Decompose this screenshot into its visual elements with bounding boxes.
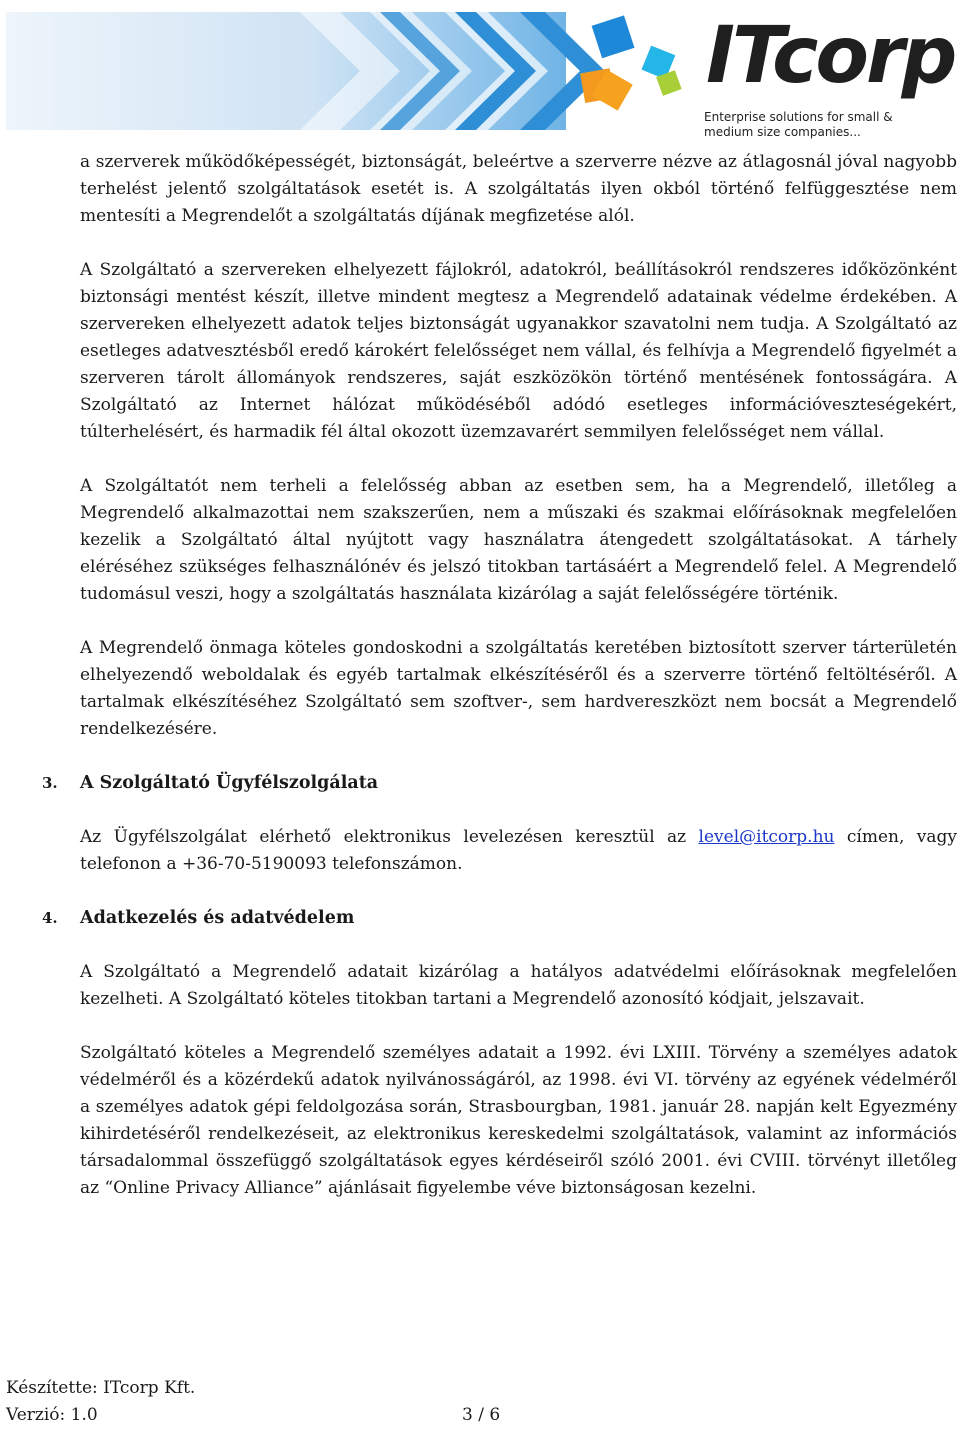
paragraph-customer-service — [80, 824, 957, 878]
paragraph-continuation: a szerverek működőképességét, biztonságát, beleértve a szerverre nézve az átlagosnál jóval nagyobb terhelést jelentő szolgáltatások esetét is. A szolgáltatás ilyen okból történő felfüggesztése nem mentesíti a Megrendelőt a szolgáltatás díjának megfizetése alól. — [80, 152, 957, 226]
paragraph-content-duty: A Megrendelő önmaga köteles gondoskodni a szolgáltatás keretében biztosított szerver tárterületén elhelyezendő weboldalak és egyéb tartalmak elkészítéséről és a szerverre történő feltöltéséről. A tartalmak elkészítéséhez Szolgáltató sem szoftver-, sem hardvereszközt nem bocsát a Megrendelő rendelkezésére. — [80, 638, 957, 739]
brand-tagline — [704, 110, 954, 140]
section-heading-3 — [42, 770, 957, 797]
footer-version: Verzió: 1.0 — [6, 1405, 98, 1425]
page-header — [0, 0, 960, 142]
paragraph-backup: A Szolgáltató a szervereken elhelyezett fájlokról, adatokról, beállításokról rendszeres időközönként biztonsági mentést készít, illetve mindent megtesz a Megrendelő adatainak védelme érdekében. A szervereken elhelyezett adatok teljes biztonságát ugyanakkor szavatolni nem tudja. A Szolgáltató az esetleges adatvesztésből eredő károkért felelősséget nem vállal, és felhívja a Megrendelő figyelmét a szerveren tárolt állományok rendszeres, saját eszközökön történő mentésének fontosságára. A Szolgáltató az Internet hálózat működéséből adódó esetleges információveszteségekért, túlterhelésért, és harmadik fél által okozott üzemzavarért semmilyen felelősséget nem vállal. — [80, 260, 957, 442]
section-title-3: A Szolgáltató Ügyfélszolgálata — [80, 773, 379, 793]
paragraph-liability: A Szolgáltatót nem terheli a felelősség abban az esetben sem, ha a Megrendelő, illetőleg a Megrendelő alkalmazottai nem szakszerűen, nem a műszaki és szakmai előírásoknak megfelelően kezelik a Szolgáltató által nyújtott vagy használatra átengedett szolgáltatásokat. A tárhely eléréséhez szükséges felhasználónév és jelszó titokban tartásáért a Megrendelő felel. A Megrendelő tudomásul veszi, hogy a szolgáltatás használata kizárólag a saját felelősségére történik. — [80, 476, 957, 604]
tagline-line-1: Enterprise solutions for small & — [704, 110, 893, 124]
section-title-4: Adatkezelés és adatvédelem — [80, 908, 355, 928]
customer-service-text-start: Az Ügyfélszolgálat elérhető elektronikus levelezésen keresztül az — [80, 827, 699, 847]
section-heading-4 — [42, 905, 957, 932]
brand-logo-text: ITcorp — [706, 11, 955, 101]
section-number-3: 3. — [42, 774, 58, 792]
customer-service-text-end: címen, vagy telefonon a +36-70-5190093 telefonszámon. — [80, 827, 958, 874]
tagline-line-2: medium size companies... — [704, 125, 861, 139]
section-number-4: 4. — [42, 909, 58, 927]
page-number: 3 / 6 — [462, 1405, 501, 1425]
paragraph-data-handling: A Szolgáltató a Megrendelő adatait kizárólag a hatályos adatvédelmi előírásoknak megfelelően kezelheti. A Szolgáltató köteles titokban tartani a Megrendelő azonosító kódjait, jelszavait. — [80, 962, 957, 1009]
support-email-link[interactable]: level@itcorp.hu — [698, 827, 835, 847]
paragraph-data-protection-law: Szolgáltató köteles a Megrendelő személyes adatait a 1992. évi LXIII. Törvény a személyes adatok védelméről és a közérdekű adatok nyilvánosságáról, az 1998. évi VI. törvény az egyének védelméről a személyes adatok gépi feldolgozása során, Strasbourgban, 1981. január 28. napján kelt Egyezmény kihirdetéséről rendelkezéseit, az elektronikus kereskedelmi szolgáltatások, valamint az információs társadalommal összefüggő szolgáltatások egyes kérdéseiről szóló 2001. évi CVIII. törvényt illetőleg az “Online Privacy Alliance” ajánlásait figyelembe véve biztonságosan kezelni. — [80, 1043, 957, 1198]
document-body — [42, 149, 958, 1229]
page-footer — [6, 1375, 195, 1429]
footer-author: Készítette: ITcorp Kft. — [6, 1378, 196, 1398]
